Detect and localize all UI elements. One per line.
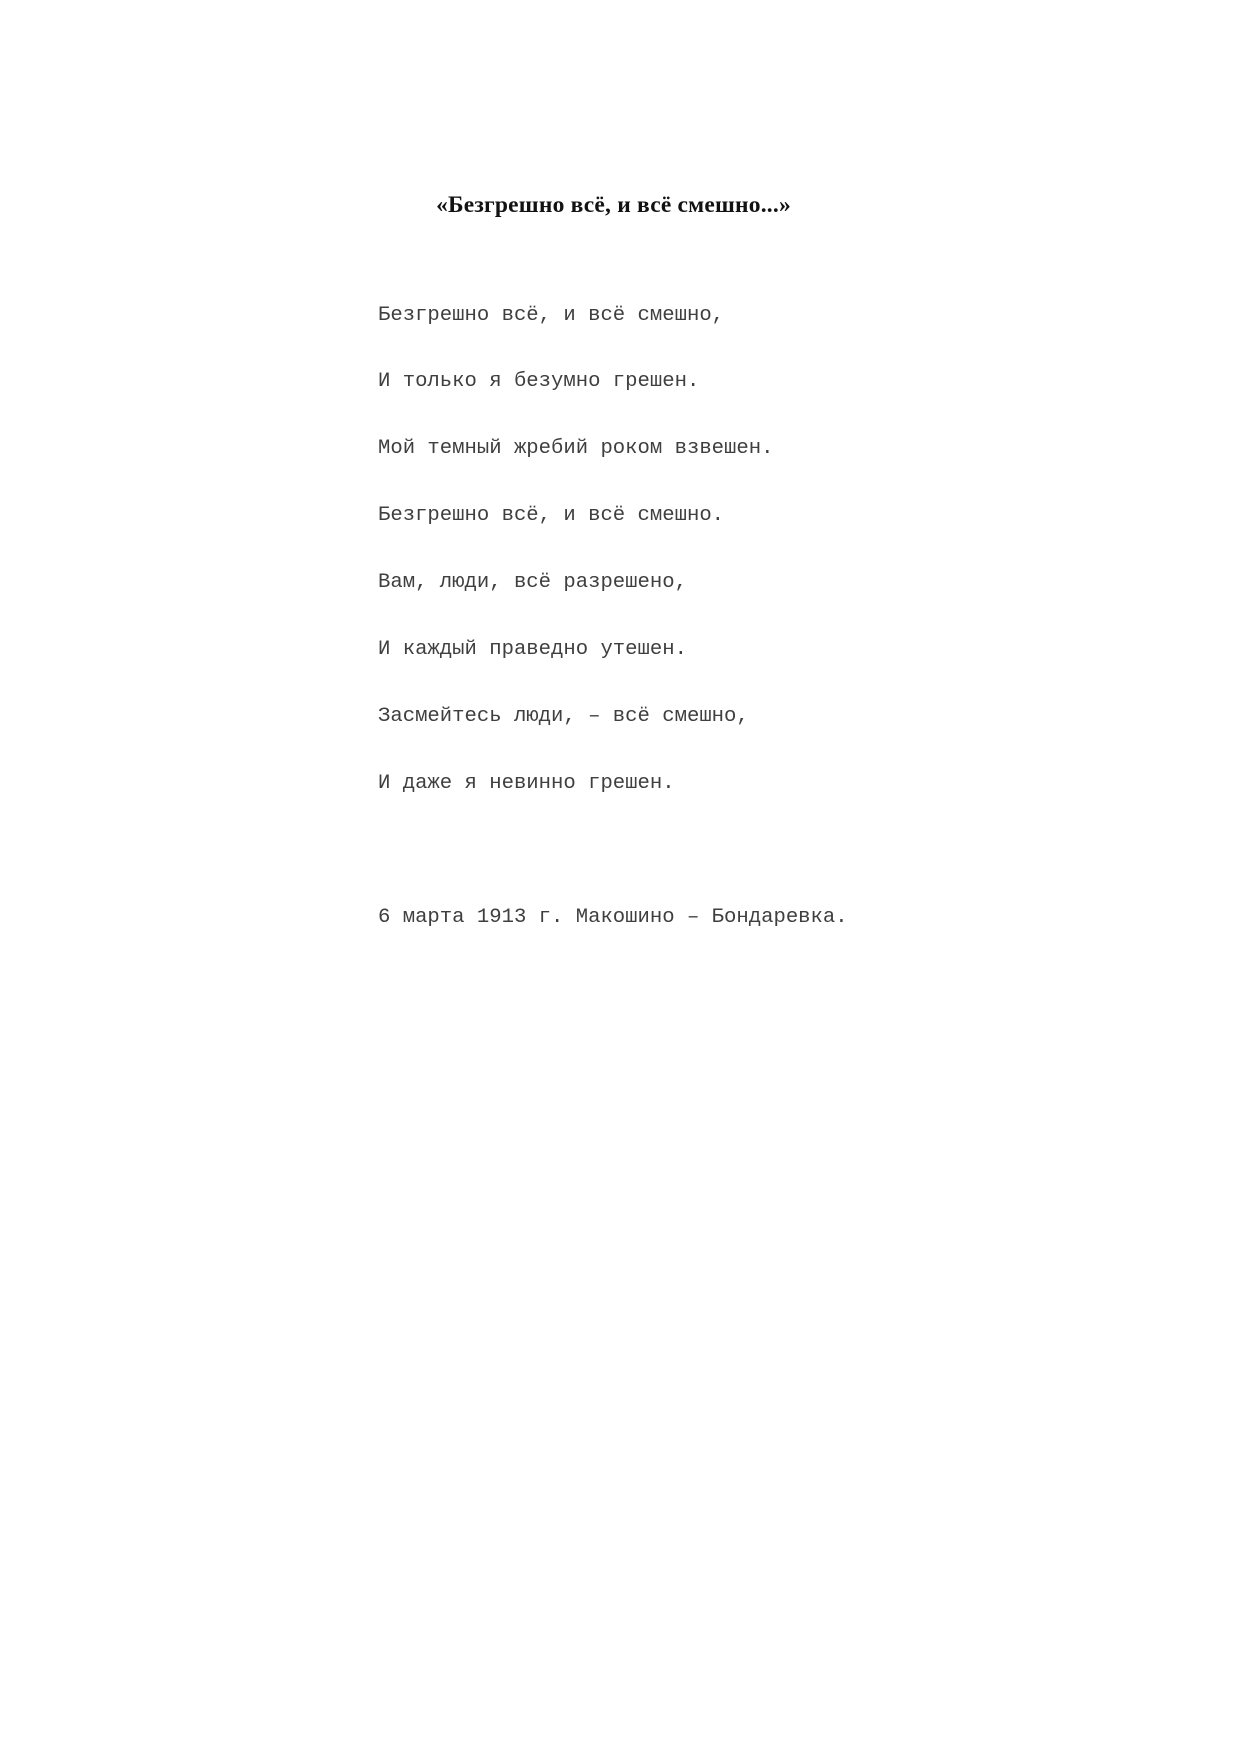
poem-line: И только я безумно грешен. — [378, 370, 700, 394]
blank-line-spacer — [378, 840, 848, 862]
poem-line: Безгрешно всё, и всё смешно, — [378, 303, 725, 327]
poem-body — [378, 260, 848, 974]
poem-dateline: 6 марта 1913 г. Макошино – Бондаревка. — [378, 905, 848, 929]
poem-title: «Безгрешно всё, и всё смешно...» — [436, 192, 791, 218]
poem-line: И каждый праведно утешен. — [378, 638, 687, 662]
poem-line: И даже я невинно грешен. — [378, 771, 675, 795]
poem-line: Безгрешно всё, и всё смешно. — [378, 504, 725, 528]
poem-line: Вам, люди, всё разрешено, — [378, 571, 687, 595]
poem-line: Мой темный жребий роком взвешен. — [378, 437, 774, 461]
poem-line: Засмейтесь люди, – всё смешно, — [378, 704, 749, 728]
